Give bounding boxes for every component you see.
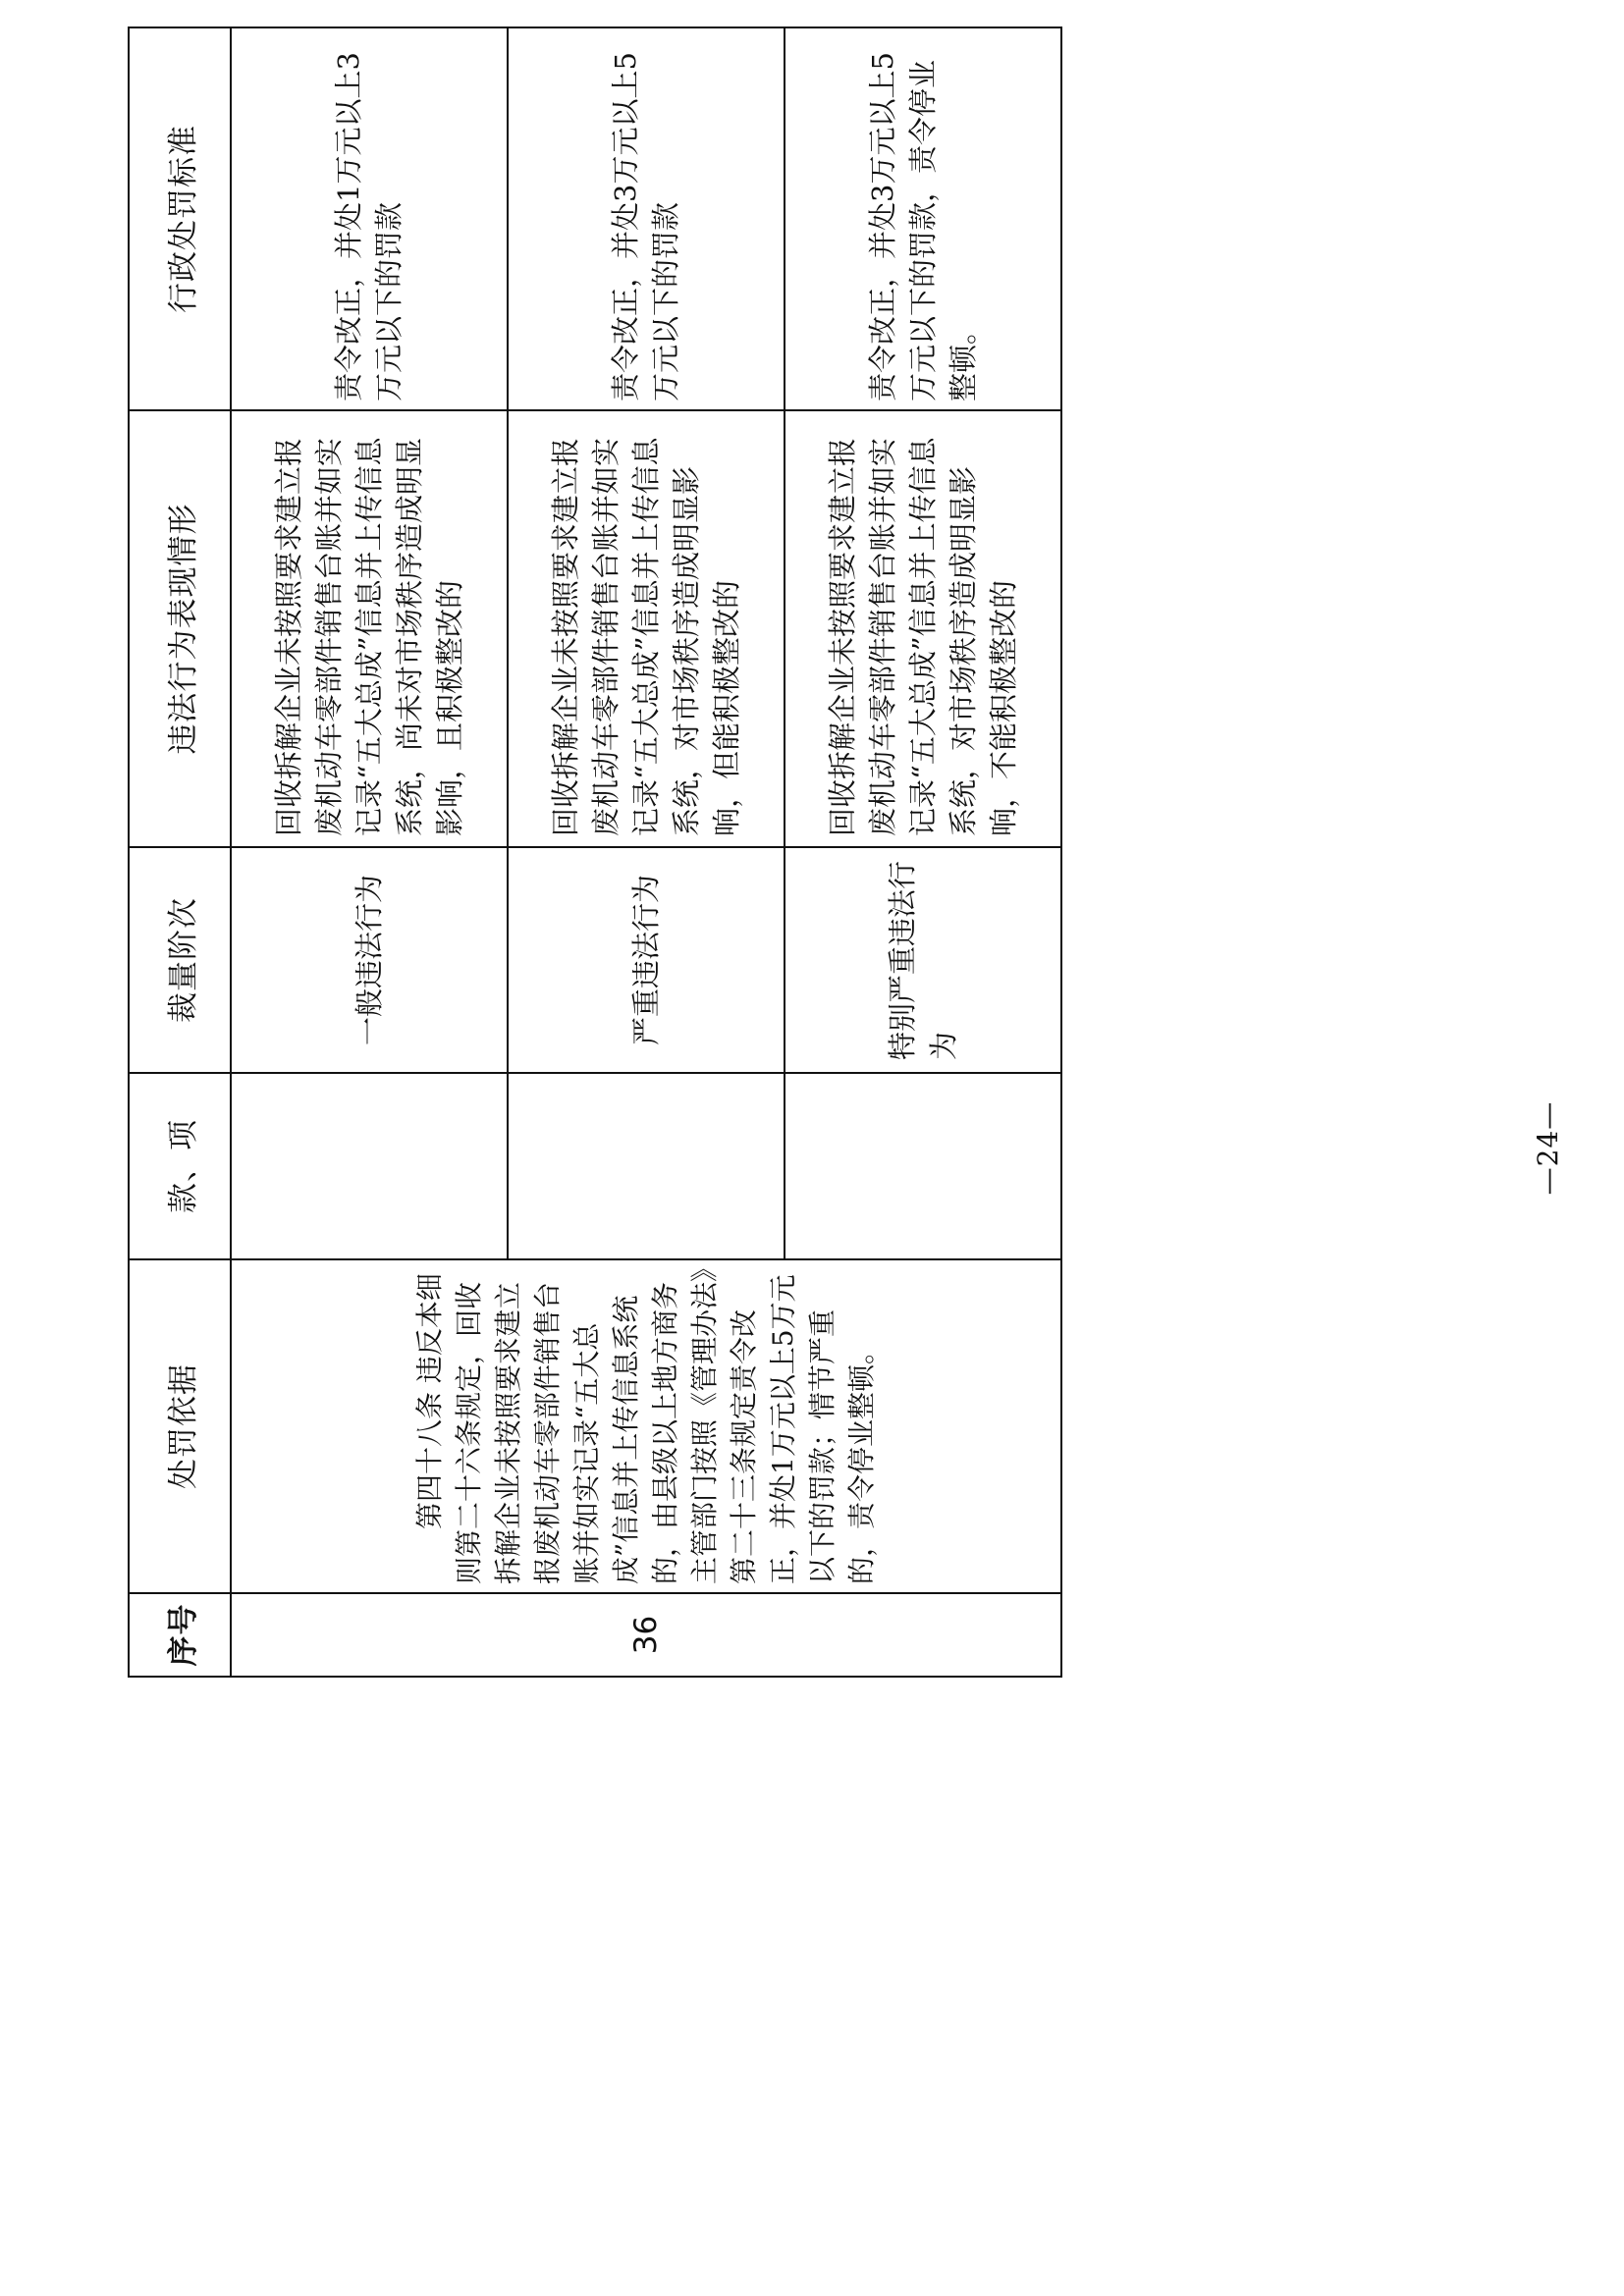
header-seq: 序号: [129, 1593, 231, 1677]
page-number: —24—: [1532, 1100, 1564, 1196]
violation-cell: [231, 410, 508, 847]
table-header-row: [129, 27, 231, 1677]
basis-text: 第四十八条 违反本细则第二十六条规定，回收拆解企业未按照要求建立报废机动车零部件销售台账并如实记录“五大总成”信息并上传信息系统的，由县级以上地方商务主管部门按照《管理办法》第二十三条规定责令改正，并处1万元以上5万元以下的罚款；情节严重的，责令停业整顿。: [413, 1267, 878, 1584]
standard-text: 责令改正，并处3万元以上5万元以下的罚款，责令停业整顿。: [865, 52, 980, 401]
penalty-standard-table: [128, 27, 1062, 1678]
level-text: 特别严重违法行为: [886, 860, 960, 1060]
seq-cell: [231, 1593, 1061, 1677]
level-cell: [785, 847, 1061, 1073]
table-row: [231, 27, 508, 1677]
standard-text: 责令改正，并处1万元以上3万元以下的罚款: [332, 52, 406, 401]
clause-cell: [785, 1073, 1061, 1259]
header-standard: 行政处罚标准: [129, 27, 231, 410]
level-text: 严重违法行为: [629, 875, 663, 1046]
violation-text: 回收拆解企业未按照要求建立报废机动车零部件销售台账并如实记录“五大总成”信息并上传信息系统，对市场秩序造成明显影响，但能积极整改的: [548, 437, 743, 836]
level-cell: [508, 847, 785, 1073]
basis-cell: [231, 1259, 1061, 1593]
violation-cell: [508, 410, 785, 847]
clause-cell: [508, 1073, 785, 1259]
violation-text: 回收拆解企业未按照要求建立报废机动车零部件销售台账并如实记录“五大总成”信息并上传信息系统，对市场秩序造成明显影响，不能积极整改的: [825, 437, 1020, 836]
header-violation: 违法行为表现情形: [129, 410, 231, 847]
standard-cell: [231, 27, 508, 410]
level-text: 一般违法行为: [352, 875, 386, 1046]
standard-cell: [785, 27, 1061, 410]
standard-text: 责令改正，并处3万元以上5万元以下的罚款: [609, 52, 682, 401]
standard-cell: [508, 27, 785, 410]
seq-number: 36: [628, 1615, 664, 1655]
level-cell: [231, 847, 508, 1073]
violation-text: 回收拆解企业未按照要求建立报废机动车零部件销售台账并如实记录“五大总成”信息并上传信息系统，尚未对市场秩序造成明显影响，且积极整改的: [271, 437, 466, 836]
clause-cell: [231, 1073, 508, 1259]
header-clause: 款、项: [129, 1073, 231, 1259]
header-level: 裁量阶次: [129, 847, 231, 1073]
header-basis: 处罚依据: [129, 1259, 231, 1593]
violation-cell: [785, 410, 1061, 847]
